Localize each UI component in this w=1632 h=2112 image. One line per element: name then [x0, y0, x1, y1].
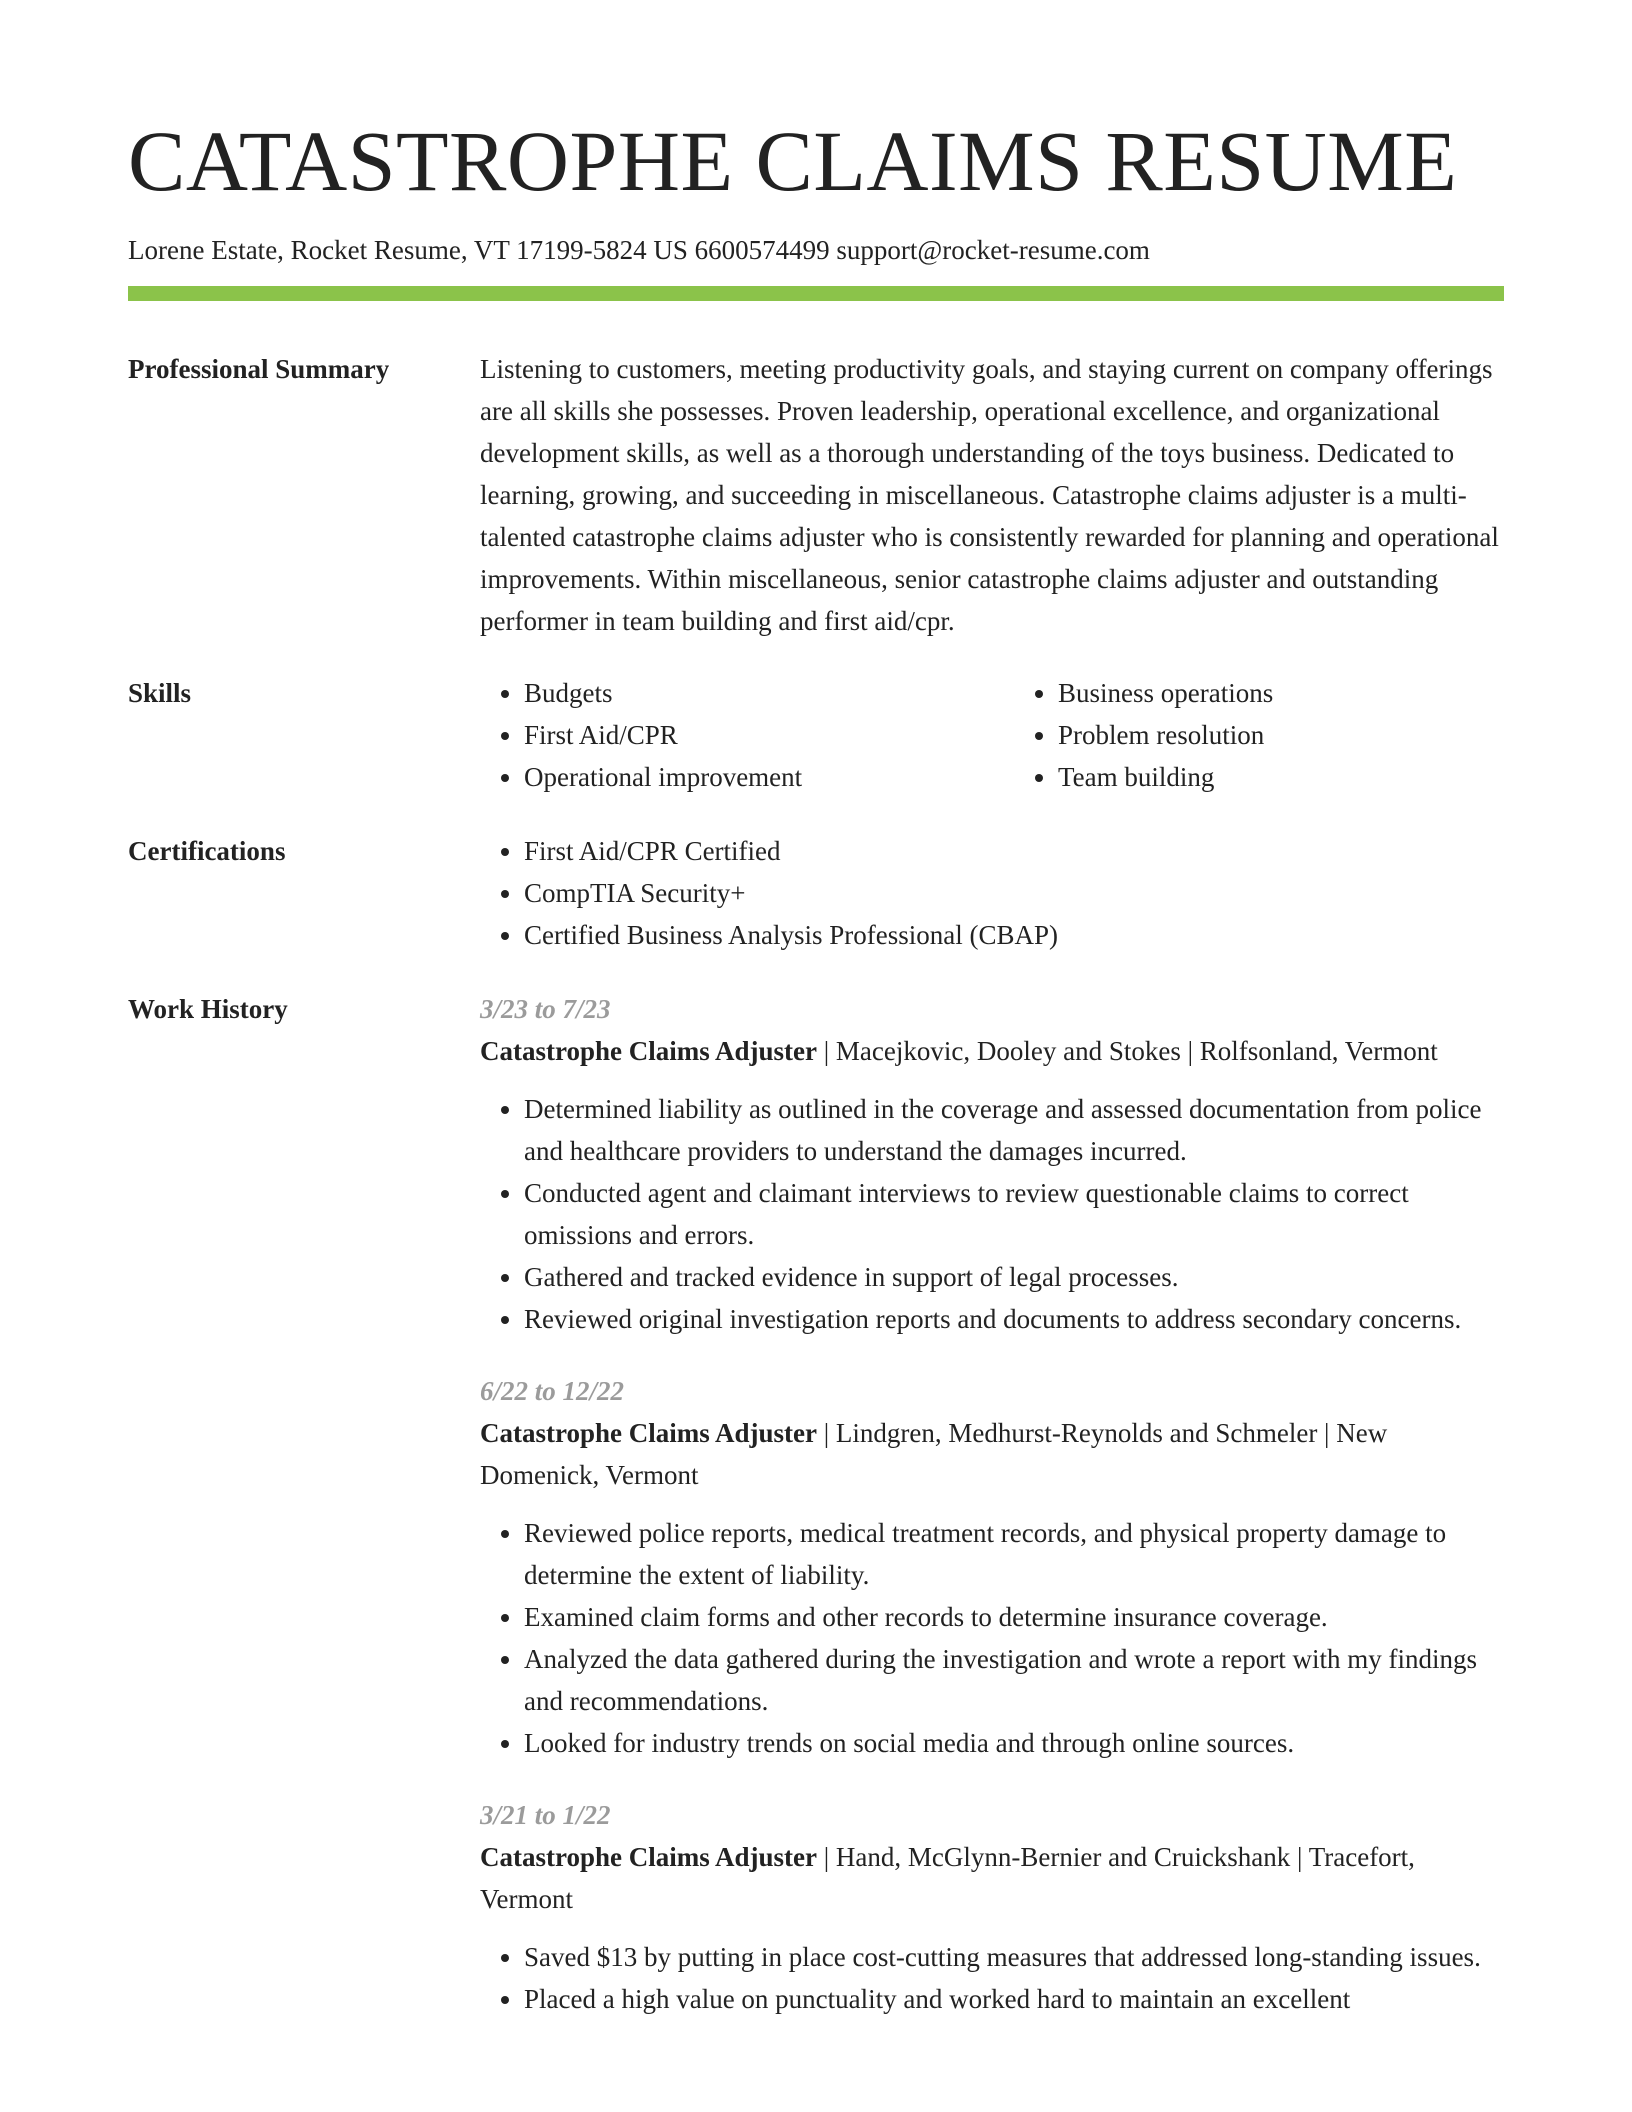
- summary-content: [480, 348, 1504, 642]
- job-duty: • Looked for industry trends on social media and through online sources.: [524, 1722, 1504, 1764]
- job-duties-list: [480, 1088, 1504, 1340]
- job-company-location: | Lindgren, Medhurst-Reynolds and Schmeler | New Domenick, Vermont: [480, 1418, 1388, 1490]
- certification-item: • First Aid/CPR Certified: [524, 830, 1504, 872]
- job-heading: [480, 1030, 1504, 1072]
- job-duties-list: [480, 1512, 1504, 1764]
- summary-label: Professional Summary: [128, 354, 390, 384]
- work-history-label: Work History: [128, 994, 288, 1024]
- job-duty: • Reviewed police reports, medical treatment records, and physical property damage to determine the extent of liability.: [524, 1512, 1504, 1596]
- job-title: Catastrophe Claims Adjuster: [480, 1036, 817, 1066]
- job-duty: • Gathered and tracked evidence in support of legal processes.: [524, 1256, 1504, 1298]
- job-date: 3/23 to 7/23: [480, 994, 611, 1024]
- certification-item: • CompTIA Security+: [524, 872, 1504, 914]
- job-title: Catastrophe Claims Adjuster: [480, 1842, 817, 1872]
- job-duty: • Analyzed the data gathered during the investigation and wrote a report with my findings and recommendations.: [524, 1638, 1504, 1722]
- certifications-content: [480, 830, 1504, 956]
- summary-text: Listening to customers, meeting productivity goals, and staying current on company offerings are all skills she possesses. Proven leadership, operational excellence, and organizational development skills, as well as a thorough understanding of the toys business. Dedicated to learning, growing, and succeeding in miscellaneous. Catastrophe claims adjuster is a multi-talented catastrophe claims adjuster who is consistently rewarded for planning and operational improvements. Within miscellaneous, senior catastrophe claims adjuster and outstanding performer in team building and first aid/cpr.: [480, 354, 1499, 636]
- job-duty: • Reviewed original investigation reports and documents to address secondary concerns.: [524, 1298, 1504, 1340]
- skills-column-2: [1014, 672, 1504, 798]
- contact-info: Lorene Estate, Rocket Resume, VT 17199-5824 US 6600574499 support@rocket-resume.com: [128, 235, 1150, 265]
- job-entry: [480, 1794, 1504, 2020]
- job-duty: • Placed a high value on punctuality and worked hard to maintain an excellent: [524, 1978, 1504, 2020]
- job-date: 3/21 to 1/22: [480, 1800, 611, 1830]
- job-title: Catastrophe Claims Adjuster: [480, 1418, 817, 1448]
- accent-divider: [128, 286, 1504, 301]
- skills-column-1: [480, 672, 970, 798]
- job-company-location: | Macejkovic, Dooley and Stokes | Rolfsonland, Vermont: [817, 1036, 1438, 1066]
- skill-item: • Problem resolution: [1058, 714, 1504, 756]
- job-duty: • Conducted agent and claimant interviews to review questionable claims to correct omissions and errors.: [524, 1172, 1504, 1256]
- work-history-content: [480, 988, 1504, 2050]
- job-entry: [480, 988, 1504, 1340]
- resume-title: CATASTROPHE CLAIMS RESUME: [128, 113, 1458, 209]
- certifications-list: [480, 830, 1504, 956]
- skill-item: • Business operations: [1058, 672, 1504, 714]
- skill-item: • Team building: [1058, 756, 1504, 798]
- certification-item: • Certified Business Analysis Professional (CBAP): [524, 914, 1504, 956]
- skills-list: [480, 672, 1504, 798]
- job-duty: • Saved $13 by putting in place cost-cutting measures that addressed long-standing issues.: [524, 1936, 1504, 1978]
- skills-label: Skills: [128, 678, 192, 708]
- job-date: 6/22 to 12/22: [480, 1376, 625, 1406]
- job-duty: • Examined claim forms and other records to determine insurance coverage.: [524, 1596, 1504, 1638]
- job-heading: [480, 1412, 1504, 1496]
- job-heading: [480, 1836, 1504, 1920]
- job-company-location: | Hand, McGlynn-Bernier and Cruickshank | Tracefort, Vermont: [480, 1842, 1415, 1914]
- skill-item: • First Aid/CPR: [524, 714, 970, 756]
- job-duties-list: [480, 1936, 1504, 2020]
- certifications-label: Certifications: [128, 836, 286, 866]
- job-duty: • Determined liability as outlined in the coverage and assessed documentation from police and healthcare providers to understand the damages incurred.: [524, 1088, 1504, 1172]
- skill-item: • Operational improvement: [524, 756, 970, 798]
- job-entry: [480, 1370, 1504, 1764]
- skill-item: • Budgets: [524, 672, 970, 714]
